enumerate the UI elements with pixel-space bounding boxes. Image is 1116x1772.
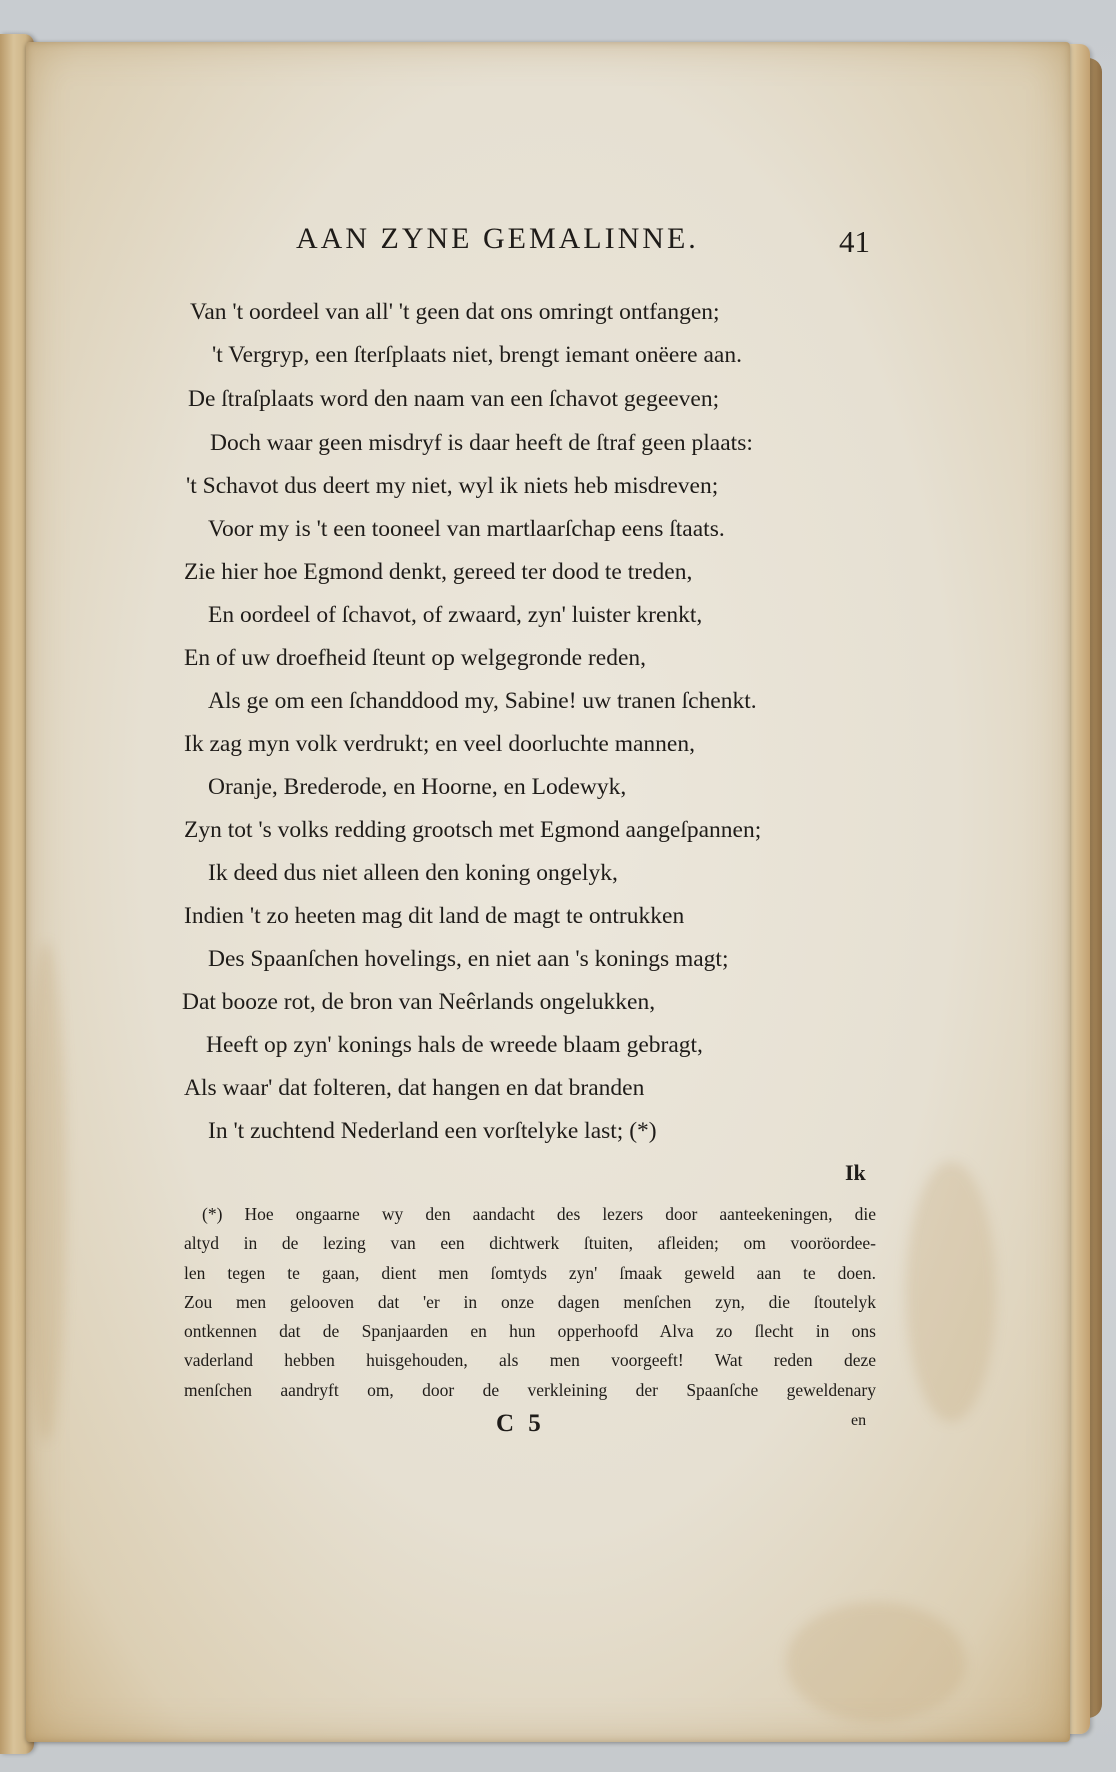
footnote-line: len tegen te gaan, dient men ſomtyds zyn' ſmaak geweld aan te doen.: [184, 1262, 876, 1283]
verse-line: Als ge om een ſchanddood my, Sabine! uw tranen ſchenkt.: [208, 688, 757, 714]
footnote-line: altyd in de lezing van een dichtwerk ſtuiten, afleiden; om vooröordee-: [184, 1233, 876, 1254]
verse-line: De ſtraſplaats word den naam van een ſchavot gegeeven;: [188, 386, 720, 412]
footnote-line: (*) Hoe ongaarne wy den aandacht des lezers door aanteekeningen, die: [202, 1204, 876, 1224]
catchword: Ik: [845, 1160, 866, 1185]
footnote-line: Zou men gelooven dat 'er in onze dagen menſchen zyn, die ſtoutelyk: [184, 1291, 876, 1312]
verse-line: Heeft op zyn' konings hals de wreede blaam gebragt,: [206, 1032, 703, 1058]
verse-line: In 't zuchtend Nederland een vorſtelyke last; (*): [208, 1118, 657, 1144]
verse-line: Ik deed dus niet alleen den koning ongelyk,: [208, 860, 618, 886]
verse-line: Oranje, Brederode, en Hoorne, en Lodewyk,: [208, 774, 627, 800]
verse-line: 't Schavot dus deert my niet, wyl ik niets heb misdreven;: [186, 473, 719, 499]
footnote-catchword: en: [851, 1412, 867, 1429]
footnote-line: menſchen aandryft om, door de verkleining der Spaanſche geweldenary: [184, 1379, 876, 1400]
verse-line: En oordeel of ſchavot, of zwaard, zyn' luister krenkt,: [208, 602, 703, 628]
footnote-line: vaderland hebben huisgehouden, als men voorgeeft! Wat reden deze: [184, 1350, 876, 1371]
page-number: 41: [839, 224, 870, 259]
verse-line: Zie hier hoe Egmond denkt, gereed ter dood te treden,: [184, 559, 693, 585]
verse-line: Van 't oordeel van all' 't geen dat ons omringt ontfangen;: [190, 299, 720, 325]
verse-line: Zyn tot 's volks redding grootsch met Egmond aangeſpannen;: [184, 817, 762, 843]
verse-line: Doch waar geen misdryf is daar heeft de ſtraf geen plaats:: [210, 430, 753, 456]
paper-stain: [906, 1162, 996, 1422]
footnote: [184, 1200, 876, 1405]
verse-line: En of uw droefheid ſteunt op welgegronde reden,: [184, 645, 647, 671]
verse-line: Indien 't zo heeten mag dit land de magt te ontrukken: [184, 903, 685, 929]
verse-line: Voor my is 't een tooneel van martlaarſchap eens ſtaats.: [208, 516, 725, 542]
verse-line: Ik zag myn volk verdrukt; en veel doorluchte mannen,: [184, 731, 695, 757]
running-head: AAN ZYNE GEMALINNE.: [296, 222, 699, 255]
paper-stain: [26, 942, 66, 1442]
verse-line: Dat booze rot, de bron van Neêrlands ongelukken,: [182, 989, 656, 1015]
paper-stain: [786, 1602, 966, 1722]
verse-line: Des Spaanſchen hovelings, en niet aan 's konings magt;: [208, 946, 729, 972]
verse-line: 't Vergryp, een ſterſplaats niet, brengt iemant onëere aan.: [212, 342, 742, 368]
book-page: [26, 42, 1070, 1742]
signature-mark: C 5: [496, 1410, 545, 1437]
footnote-line: ontkennen dat de Spanjaarden en hun opperhoofd Alva zo ſlecht in ons: [184, 1321, 876, 1342]
verse-line: Als waar' dat folteren, dat hangen en dat branden: [184, 1075, 645, 1101]
